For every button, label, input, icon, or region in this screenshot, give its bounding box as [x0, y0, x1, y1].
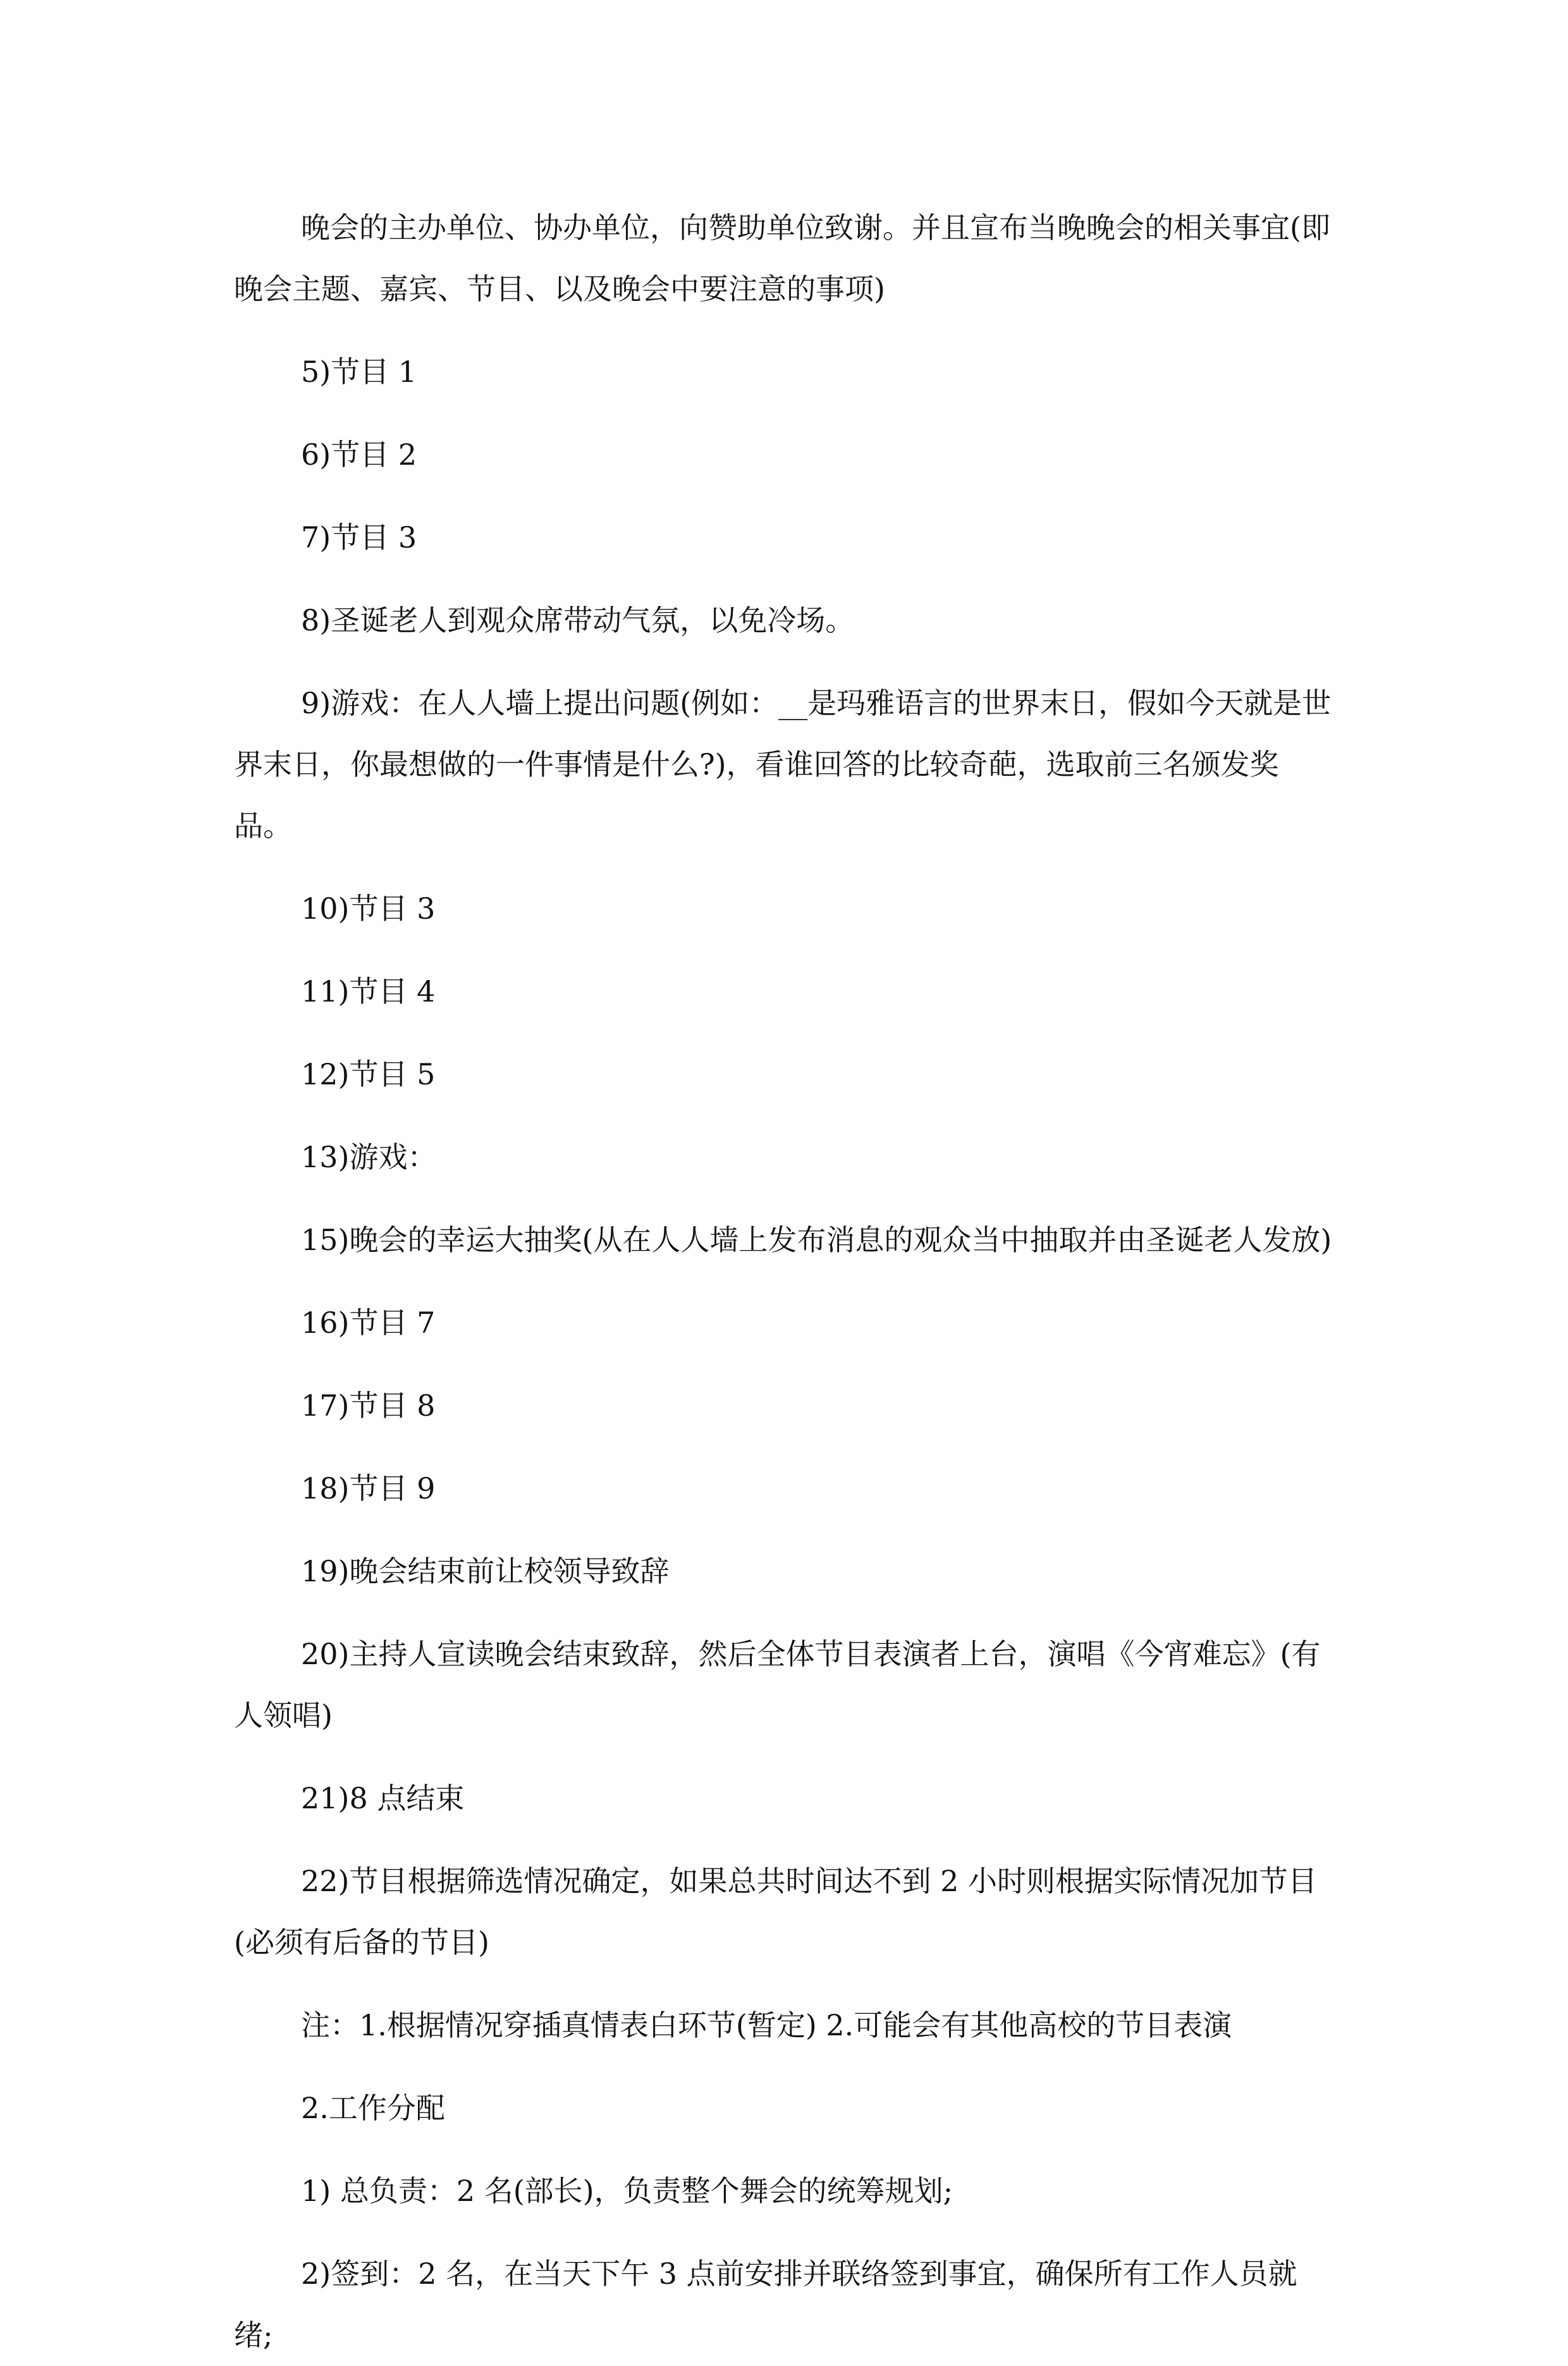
paragraph-item-13: 13)游戏： — [301, 1140, 437, 1174]
document-page — [234, 197, 1334, 2366]
paragraph-item-11: 11)节目 4 — [301, 974, 436, 1008]
paragraph-item-7: 7)节目 3 — [301, 520, 417, 555]
paragraph-item-16: 16)节目 7 — [301, 1306, 436, 1340]
paragraph-item-15: 15)晚会的幸运大抽奖(从在人人墙上发布消息的观众当中抽取并由圣诞老人发放) — [301, 1223, 1332, 1257]
paragraph-item-10: 10)节目 3 — [301, 892, 436, 926]
paragraph-opening-announcement: 晚会的主办单位、协办单位，向赞助单位致谢。并且宣布当晚晚会的相关事宜(即晚会主题、嘉宾、节目、以及晚会中要注意的事项) — [234, 211, 1330, 306]
paragraph-item-12: 12)节目 5 — [301, 1057, 436, 1091]
paragraph-item-18: 18)节目 9 — [301, 1471, 436, 1505]
paragraph-item-21: 21)8 点结束 — [301, 1781, 465, 1815]
paragraph-item-5: 5)节目 1 — [301, 355, 417, 389]
paragraph-item-6: 6)节目 2 — [301, 438, 417, 472]
paragraph-item-20: 20)主持人宣读晚会结束致辞，然后全体节目表演者上台，演唱《今宵难忘》(有人领唱) — [234, 1637, 1321, 1732]
paragraph-allocation-1: 1) 总负责：2 名(部长)，负责整个舞会的统筹规划; — [301, 2174, 953, 2208]
paragraph-item-17: 17)节目 8 — [301, 1388, 436, 1423]
section-heading-work-allocation: 2.工作分配 — [301, 2091, 445, 2125]
paragraph-item-9: 9)游戏：在人人墙上提出问题(例如：__是玛雅语言的世界末日，假如今天就是世界末日，你最想做的一件事情是什么?)，看谁回答的比较奇葩，选取前三名颁发奖品。 — [234, 686, 1332, 843]
paragraph-note: 注：1.根据情况穿插真情表白环节(暂定) 2.可能会有其他高校的节目表演 — [301, 2008, 1232, 2042]
paragraph-allocation-2: 2)签到：2 名，在当天下午 3 点前安排并联络签到事宜，确保所有工作人员就绪; — [234, 2257, 1297, 2352]
paragraph-item-22: 22)节目根据筛选情况确定，如果总共时间达不到 2 小时则根据实际情况加节目(必须有后备的节目) — [234, 1864, 1317, 1959]
paragraph-item-19: 19)晚会结束前让校领导致辞 — [301, 1554, 670, 1588]
paragraph-item-8: 8)圣诞老人到观众席带动气氛，以免冷场。 — [301, 603, 855, 637]
